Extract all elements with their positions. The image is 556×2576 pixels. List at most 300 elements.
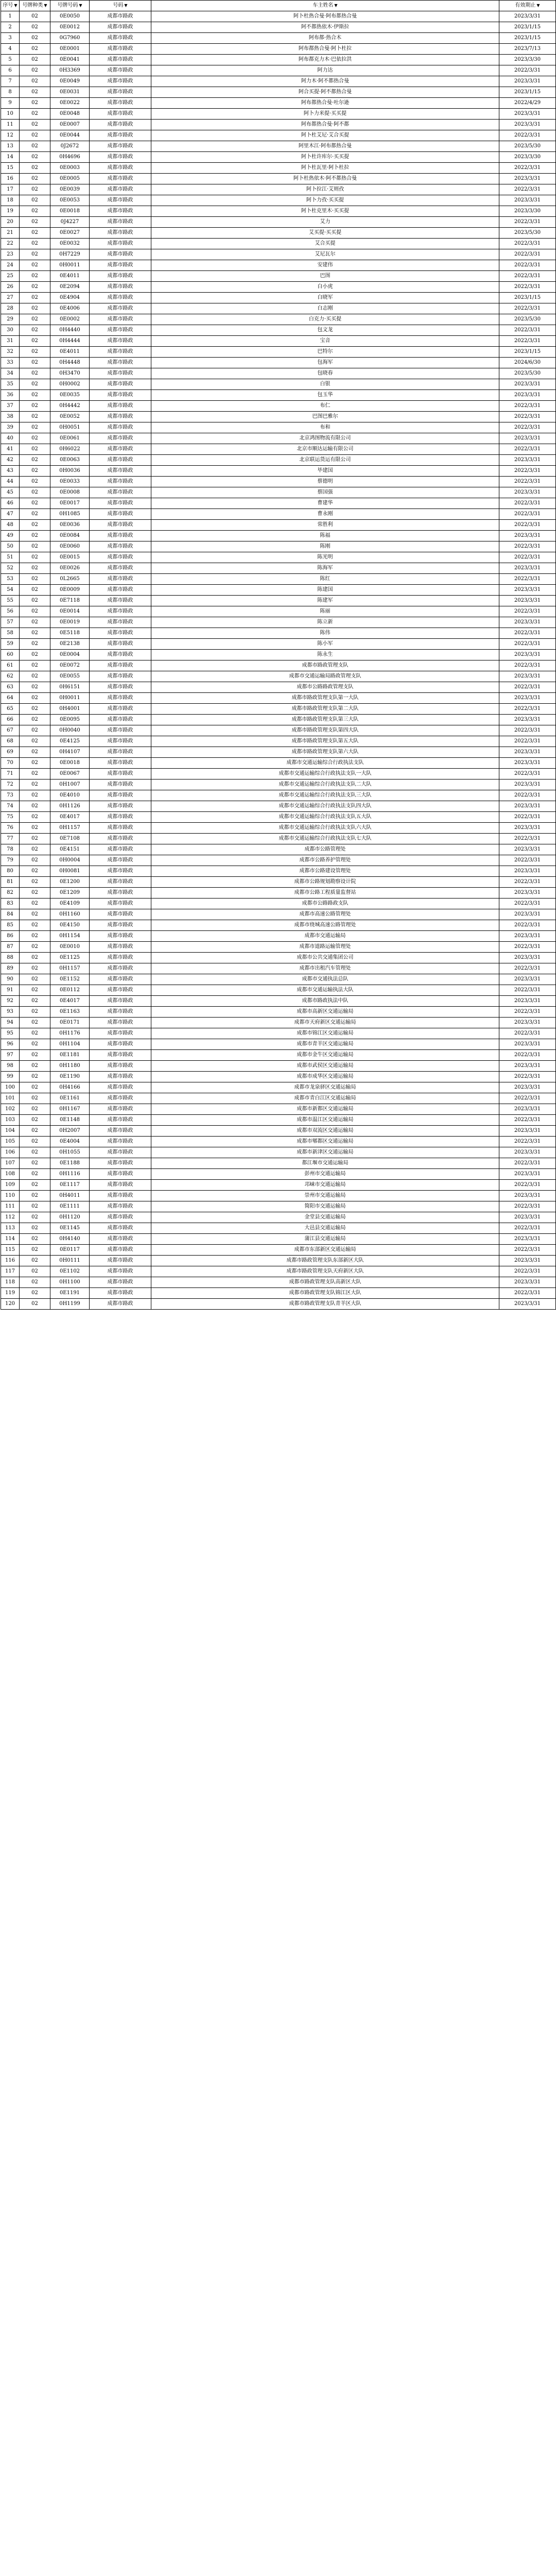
table-row[interactable]: [1, 120, 556, 130]
column-header-category[interactable]: 号牌种类 ▼: [20, 1, 50, 11]
plate-label-cell[interactable]: 成都市路政: [90, 834, 151, 844]
row-index-cell[interactable]: 59: [1, 639, 20, 650]
expiry-date-cell[interactable]: 2022/3/31: [499, 249, 556, 260]
owner-name-cell[interactable]: 阿不都热依木·伊斯拉: [151, 22, 499, 33]
plate-category-cell[interactable]: 02: [20, 11, 50, 22]
column-header-index[interactable]: 序号 ▼: [1, 1, 20, 11]
owner-name-cell[interactable]: 白克力·买买提: [151, 314, 499, 325]
table-row[interactable]: [1, 779, 556, 790]
row-index-cell[interactable]: 78: [1, 844, 20, 855]
expiry-date-cell[interactable]: 2022/3/31: [499, 790, 556, 801]
expiry-date-cell[interactable]: 2022/3/31: [499, 444, 556, 455]
table-row[interactable]: [1, 65, 556, 76]
owner-name-cell[interactable]: 阿布都热合曼·阿不都: [151, 120, 499, 130]
plate-number-cell[interactable]: 0H1116: [50, 1169, 90, 1180]
table-row[interactable]: [1, 996, 556, 1007]
expiry-date-cell[interactable]: 2024/6/30: [499, 358, 556, 368]
row-index-cell[interactable]: 49: [1, 531, 20, 541]
plate-number-cell[interactable]: 0H4140: [50, 1234, 90, 1245]
table-row[interactable]: [1, 1147, 556, 1158]
plate-label-cell[interactable]: 成都市路政: [90, 660, 151, 671]
row-index-cell[interactable]: 58: [1, 628, 20, 639]
plate-number-cell[interactable]: 0H1167: [50, 1104, 90, 1115]
row-index-cell[interactable]: 46: [1, 498, 20, 509]
owner-name-cell[interactable]: 成都市路政管理支队天府新区大队: [151, 1266, 499, 1277]
plate-number-cell[interactable]: 0E0050: [50, 11, 90, 22]
expiry-date-cell[interactable]: 2022/3/31: [499, 1007, 556, 1018]
plate-number-cell[interactable]: 0E0117: [50, 1245, 90, 1256]
table-row[interactable]: [1, 260, 556, 271]
row-index-cell[interactable]: 100: [1, 1082, 20, 1093]
plate-category-cell[interactable]: 02: [20, 585, 50, 596]
plate-category-cell[interactable]: 02: [20, 379, 50, 390]
plate-category-cell[interactable]: 02: [20, 477, 50, 487]
plate-number-cell[interactable]: 0H0011: [50, 260, 90, 271]
plate-label-cell[interactable]: 成都市路政: [90, 628, 151, 639]
owner-name-cell[interactable]: 北京鸿图物流有限公司: [151, 433, 499, 444]
expiry-date-cell[interactable]: 2023/3/31: [499, 1061, 556, 1072]
row-index-cell[interactable]: 29: [1, 314, 20, 325]
expiry-date-cell[interactable]: 2023/3/31: [499, 758, 556, 769]
row-index-cell[interactable]: 61: [1, 660, 20, 671]
plate-number-cell[interactable]: 0H4440: [50, 325, 90, 336]
plate-number-cell[interactable]: 0H4696: [50, 152, 90, 163]
plate-number-cell[interactable]: 0E4109: [50, 899, 90, 909]
plate-category-cell[interactable]: 02: [20, 823, 50, 834]
table-row[interactable]: [1, 628, 556, 639]
owner-name-cell[interactable]: 陈海军: [151, 563, 499, 574]
expiry-date-cell[interactable]: 2023/3/30: [499, 206, 556, 217]
plate-number-cell[interactable]: 0E0022: [50, 98, 90, 109]
expiry-date-cell[interactable]: 2022/3/31: [499, 769, 556, 779]
owner-name-cell[interactable]: 陈小军: [151, 639, 499, 650]
expiry-date-cell[interactable]: 2023/5/30: [499, 314, 556, 325]
plate-label-cell[interactable]: 成都市路政: [90, 552, 151, 563]
plate-label-cell[interactable]: 成都市路政: [90, 639, 151, 650]
plate-category-cell[interactable]: 02: [20, 520, 50, 531]
plate-label-cell[interactable]: 成都市路政: [90, 11, 151, 22]
plate-number-cell[interactable]: 0E0003: [50, 163, 90, 174]
row-index-cell[interactable]: 82: [1, 888, 20, 899]
plate-category-cell[interactable]: 02: [20, 282, 50, 293]
table-row[interactable]: [1, 174, 556, 184]
plate-number-cell[interactable]: 0E1200: [50, 877, 90, 888]
plate-category-cell[interactable]: 02: [20, 671, 50, 682]
owner-name-cell[interactable]: 艾合买提: [151, 239, 499, 249]
expiry-date-cell[interactable]: 2022/3/31: [499, 834, 556, 844]
plate-label-cell[interactable]: 成都市路政: [90, 617, 151, 628]
plate-number-cell[interactable]: 0E0084: [50, 531, 90, 541]
plate-category-cell[interactable]: 02: [20, 217, 50, 228]
plate-label-cell[interactable]: 成都市路政: [90, 217, 151, 228]
plate-number-cell[interactable]: 0H6022: [50, 444, 90, 455]
plate-number-cell[interactable]: 0H3470: [50, 368, 90, 379]
plate-label-cell[interactable]: 成都市路政: [90, 1072, 151, 1082]
expiry-date-cell[interactable]: 2023/3/31: [499, 1234, 556, 1245]
table-row[interactable]: [1, 1256, 556, 1266]
row-index-cell[interactable]: 85: [1, 920, 20, 931]
plate-category-cell[interactable]: 02: [20, 942, 50, 953]
plate-label-cell[interactable]: 成都市路政: [90, 563, 151, 574]
table-row[interactable]: [1, 790, 556, 801]
owner-name-cell[interactable]: 成都市路政执法中队: [151, 996, 499, 1007]
table-row[interactable]: [1, 855, 556, 866]
table-row[interactable]: [1, 844, 556, 855]
row-index-cell[interactable]: 104: [1, 1126, 20, 1137]
column-header-sequence[interactable]: 号牌号码 ▼: [50, 1, 90, 11]
expiry-date-cell[interactable]: 2023/3/31: [499, 433, 556, 444]
plate-label-cell[interactable]: 成都市路政: [90, 909, 151, 920]
row-index-cell[interactable]: 4: [1, 44, 20, 55]
plate-number-cell[interactable]: 0H2007: [50, 1126, 90, 1137]
row-index-cell[interactable]: 115: [1, 1245, 20, 1256]
plate-label-cell[interactable]: 成都市路政: [90, 520, 151, 531]
owner-name-cell[interactable]: 成都市路政管理支队第三大队: [151, 715, 499, 725]
row-index-cell[interactable]: 23: [1, 249, 20, 260]
table-row[interactable]: [1, 477, 556, 487]
plate-number-cell[interactable]: 0E4904: [50, 293, 90, 303]
plate-number-cell[interactable]: 0E0008: [50, 487, 90, 498]
plate-label-cell[interactable]: 成都市路政: [90, 76, 151, 87]
plate-category-cell[interactable]: 02: [20, 271, 50, 282]
plate-number-cell[interactable]: 0H0002: [50, 379, 90, 390]
expiry-date-cell[interactable]: 2022/3/31: [499, 1072, 556, 1082]
plate-category-cell[interactable]: 02: [20, 812, 50, 823]
plate-number-cell[interactable]: 0E0052: [50, 412, 90, 422]
plate-category-cell[interactable]: 02: [20, 22, 50, 33]
table-row[interactable]: [1, 509, 556, 520]
plate-category-cell[interactable]: 02: [20, 44, 50, 55]
expiry-date-cell[interactable]: 2022/3/31: [499, 899, 556, 909]
plate-label-cell[interactable]: 成都市路政: [90, 1093, 151, 1104]
plate-number-cell[interactable]: 0E4151: [50, 844, 90, 855]
expiry-date-cell[interactable]: 2023/3/31: [499, 1018, 556, 1028]
table-row[interactable]: [1, 455, 556, 466]
row-index-cell[interactable]: 53: [1, 574, 20, 585]
plate-category-cell[interactable]: 02: [20, 693, 50, 704]
plate-label-cell[interactable]: 成都市路政: [90, 401, 151, 412]
row-index-cell[interactable]: 117: [1, 1266, 20, 1277]
plate-label-cell[interactable]: 成都市路政: [90, 455, 151, 466]
plate-category-cell[interactable]: 02: [20, 779, 50, 790]
expiry-date-cell[interactable]: 2022/3/31: [499, 1028, 556, 1039]
plate-category-cell[interactable]: 02: [20, 963, 50, 974]
owner-name-cell[interactable]: 都江堰市交通运输局: [151, 1158, 499, 1169]
row-index-cell[interactable]: 80: [1, 866, 20, 877]
plate-category-cell[interactable]: 02: [20, 985, 50, 996]
owner-name-cell[interactable]: 成都市路政管理支队第一大队: [151, 693, 499, 704]
plate-label-cell[interactable]: 成都市路政: [90, 574, 151, 585]
expiry-date-cell[interactable]: 2022/3/31: [499, 422, 556, 433]
plate-label-cell[interactable]: 成都市路政: [90, 1277, 151, 1288]
row-index-cell[interactable]: 11: [1, 120, 20, 130]
plate-category-cell[interactable]: 02: [20, 736, 50, 747]
expiry-date-cell[interactable]: 2022/3/31: [499, 498, 556, 509]
expiry-date-cell[interactable]: 2023/3/31: [499, 801, 556, 812]
owner-name-cell[interactable]: 成都市交通运输综合行政执法支队四大队: [151, 801, 499, 812]
row-index-cell[interactable]: 56: [1, 606, 20, 617]
plate-number-cell[interactable]: 0H6151: [50, 682, 90, 693]
expiry-date-cell[interactable]: 2023/3/31: [499, 671, 556, 682]
plate-label-cell[interactable]: 成都市路政: [90, 769, 151, 779]
expiry-date-cell[interactable]: 2023/3/31: [499, 844, 556, 855]
plate-label-cell[interactable]: 成都市路政: [90, 498, 151, 509]
owner-name-cell[interactable]: 白志刚: [151, 303, 499, 314]
row-index-cell[interactable]: 51: [1, 552, 20, 563]
plate-number-cell[interactable]: 0H4107: [50, 747, 90, 758]
expiry-date-cell[interactable]: 2023/3/31: [499, 195, 556, 206]
plate-number-cell[interactable]: 0E0027: [50, 228, 90, 239]
plate-label-cell[interactable]: 成都市路政: [90, 174, 151, 184]
plate-number-cell[interactable]: 0H1157: [50, 963, 90, 974]
expiry-date-cell[interactable]: 2022/3/31: [499, 239, 556, 249]
owner-name-cell[interactable]: 陈红: [151, 574, 499, 585]
row-index-cell[interactable]: 1: [1, 11, 20, 22]
row-index-cell[interactable]: 74: [1, 801, 20, 812]
row-index-cell[interactable]: 38: [1, 412, 20, 422]
row-index-cell[interactable]: 88: [1, 953, 20, 963]
owner-name-cell[interactable]: 成都市新都区交通运输局: [151, 1104, 499, 1115]
table-row[interactable]: [1, 693, 556, 704]
plate-category-cell[interactable]: 02: [20, 1104, 50, 1115]
expiry-date-cell[interactable]: 2023/3/31: [499, 596, 556, 606]
plate-number-cell[interactable]: 0H3369: [50, 65, 90, 76]
plate-number-cell[interactable]: 0H0051: [50, 422, 90, 433]
plate-number-cell[interactable]: 0E0048: [50, 109, 90, 120]
owner-name-cell[interactable]: 成都市交通运输综合行政执法支队三大队: [151, 790, 499, 801]
plate-label-cell[interactable]: 成都市路政: [90, 855, 151, 866]
table-row[interactable]: [1, 769, 556, 779]
expiry-date-cell[interactable]: 2022/3/31: [499, 520, 556, 531]
owner-name-cell[interactable]: 陈建军: [151, 596, 499, 606]
expiry-date-cell[interactable]: 2022/3/31: [499, 1201, 556, 1212]
table-row[interactable]: [1, 758, 556, 769]
table-row[interactable]: [1, 130, 556, 141]
row-index-cell[interactable]: 84: [1, 909, 20, 920]
table-row[interactable]: [1, 1018, 556, 1028]
row-index-cell[interactable]: 101: [1, 1093, 20, 1104]
plate-label-cell[interactable]: 成都市路政: [90, 239, 151, 249]
owner-name-cell[interactable]: 阿卜拉江·艾则孜: [151, 184, 499, 195]
table-row[interactable]: [1, 1234, 556, 1245]
plate-label-cell[interactable]: 成都市路政: [90, 812, 151, 823]
plate-label-cell[interactable]: 成都市路政: [90, 1126, 151, 1137]
row-index-cell[interactable]: 91: [1, 985, 20, 996]
expiry-date-cell[interactable]: 2022/3/31: [499, 466, 556, 477]
plate-category-cell[interactable]: 02: [20, 628, 50, 639]
expiry-date-cell[interactable]: 2022/3/31: [499, 942, 556, 953]
plate-number-cell[interactable]: 0G7960: [50, 33, 90, 44]
table-row[interactable]: [1, 293, 556, 303]
row-index-cell[interactable]: 118: [1, 1277, 20, 1288]
plate-category-cell[interactable]: 02: [20, 1223, 50, 1234]
table-row[interactable]: [1, 1082, 556, 1093]
plate-number-cell[interactable]: 0E0026: [50, 563, 90, 574]
table-row[interactable]: [1, 834, 556, 844]
plate-category-cell[interactable]: 02: [20, 1158, 50, 1169]
row-index-cell[interactable]: 21: [1, 228, 20, 239]
expiry-date-cell[interactable]: 2022/3/31: [499, 812, 556, 823]
plate-number-cell[interactable]: 0E0015: [50, 552, 90, 563]
filter-dropdown-icon[interactable]: ▼: [44, 3, 47, 8]
expiry-date-cell[interactable]: 2022/3/31: [499, 1266, 556, 1277]
plate-category-cell[interactable]: 02: [20, 920, 50, 931]
table-row[interactable]: [1, 1299, 556, 1310]
expiry-date-cell[interactable]: 2022/4/29: [499, 98, 556, 109]
expiry-date-cell[interactable]: 2023/3/31: [499, 693, 556, 704]
row-index-cell[interactable]: 81: [1, 877, 20, 888]
owner-name-cell[interactable]: 曹建华: [151, 498, 499, 509]
table-row[interactable]: [1, 812, 556, 823]
table-row[interactable]: [1, 985, 556, 996]
plate-label-cell[interactable]: 成都市路政: [90, 33, 151, 44]
owner-name-cell[interactable]: 北京联运货运有限公司: [151, 455, 499, 466]
plate-label-cell[interactable]: 成都市路政: [90, 228, 151, 239]
expiry-date-cell[interactable]: 2023/3/31: [499, 1212, 556, 1223]
plate-label-cell[interactable]: 成都市路政: [90, 1266, 151, 1277]
plate-label-cell[interactable]: 成都市路政: [90, 195, 151, 206]
expiry-date-cell[interactable]: 2023/3/31: [499, 650, 556, 660]
table-row[interactable]: [1, 1277, 556, 1288]
filter-dropdown-icon[interactable]: ▼: [14, 3, 18, 8]
table-row[interactable]: [1, 963, 556, 974]
plate-number-cell[interactable]: 0E0041: [50, 55, 90, 65]
plate-category-cell[interactable]: 02: [20, 1234, 50, 1245]
plate-number-cell[interactable]: 0H1154: [50, 931, 90, 942]
row-index-cell[interactable]: 36: [1, 390, 20, 401]
expiry-date-cell[interactable]: 2023/3/31: [499, 1126, 556, 1137]
row-index-cell[interactable]: 67: [1, 725, 20, 736]
plate-category-cell[interactable]: 02: [20, 877, 50, 888]
owner-name-cell[interactable]: 崇州市交通运输局: [151, 1191, 499, 1201]
expiry-date-cell[interactable]: 2023/1/15: [499, 22, 556, 33]
expiry-date-cell[interactable]: 2022/3/31: [499, 985, 556, 996]
row-index-cell[interactable]: 3: [1, 33, 20, 44]
owner-name-cell[interactable]: 成都市路政管理支队东部新区大队: [151, 1256, 499, 1266]
plate-category-cell[interactable]: 02: [20, 1137, 50, 1147]
plate-category-cell[interactable]: 02: [20, 769, 50, 779]
expiry-date-cell[interactable]: 2023/1/15: [499, 347, 556, 358]
table-row[interactable]: [1, 1288, 556, 1299]
expiry-date-cell[interactable]: 2023/3/31: [499, 120, 556, 130]
plate-number-cell[interactable]: 0E1148: [50, 1115, 90, 1126]
row-index-cell[interactable]: 30: [1, 325, 20, 336]
plate-number-cell[interactable]: 0H4011: [50, 1191, 90, 1201]
plate-category-cell[interactable]: 02: [20, 1093, 50, 1104]
owner-name-cell[interactable]: 宝音: [151, 336, 499, 347]
plate-label-cell[interactable]: 成都市路政: [90, 1234, 151, 1245]
plate-label-cell[interactable]: 成都市路政: [90, 1158, 151, 1169]
expiry-date-cell[interactable]: 2023/3/31: [499, 531, 556, 541]
table-row[interactable]: [1, 1137, 556, 1147]
table-row[interactable]: [1, 877, 556, 888]
plate-label-cell[interactable]: 成都市路政: [90, 725, 151, 736]
plate-number-cell[interactable]: 0E1117: [50, 1180, 90, 1191]
owner-name-cell[interactable]: 成都市路政管理支队: [151, 660, 499, 671]
row-index-cell[interactable]: 75: [1, 812, 20, 823]
plate-category-cell[interactable]: 02: [20, 866, 50, 877]
plate-label-cell[interactable]: 成都市路政: [90, 596, 151, 606]
plate-number-cell[interactable]: 0E0032: [50, 239, 90, 249]
plate-label-cell[interactable]: 成都市路政: [90, 747, 151, 758]
row-index-cell[interactable]: 22: [1, 239, 20, 249]
owner-name-cell[interactable]: 成都市路政管理支队青羊区大队: [151, 1299, 499, 1310]
row-index-cell[interactable]: 92: [1, 996, 20, 1007]
plate-category-cell[interactable]: 02: [20, 509, 50, 520]
row-index-cell[interactable]: 108: [1, 1169, 20, 1180]
plate-label-cell[interactable]: 成都市路政: [90, 109, 151, 120]
row-index-cell[interactable]: 114: [1, 1234, 20, 1245]
plate-category-cell[interactable]: 02: [20, 888, 50, 899]
owner-name-cell[interactable]: 成都市高速公路管理处: [151, 909, 499, 920]
table-row[interactable]: [1, 801, 556, 812]
plate-label-cell[interactable]: 成都市路政: [90, 509, 151, 520]
owner-name-cell[interactable]: 布仁: [151, 401, 499, 412]
row-index-cell[interactable]: 24: [1, 260, 20, 271]
plate-category-cell[interactable]: 02: [20, 1082, 50, 1093]
row-index-cell[interactable]: 41: [1, 444, 20, 455]
plate-category-cell[interactable]: 02: [20, 33, 50, 44]
table-row[interactable]: [1, 228, 556, 239]
plate-number-cell[interactable]: 0H1120: [50, 1212, 90, 1223]
plate-label-cell[interactable]: 成都市路政: [90, 1245, 151, 1256]
plate-label-cell[interactable]: 成都市路政: [90, 347, 151, 358]
plate-number-cell[interactable]: 0H0004: [50, 855, 90, 866]
expiry-date-cell[interactable]: 2022/3/31: [499, 541, 556, 552]
plate-category-cell[interactable]: 02: [20, 487, 50, 498]
plate-category-cell[interactable]: 02: [20, 682, 50, 693]
expiry-date-cell[interactable]: 2023/3/31: [499, 779, 556, 790]
row-index-cell[interactable]: 113: [1, 1223, 20, 1234]
expiry-date-cell[interactable]: 2023/1/15: [499, 33, 556, 44]
plate-category-cell[interactable]: 02: [20, 931, 50, 942]
table-row[interactable]: [1, 249, 556, 260]
row-index-cell[interactable]: 32: [1, 347, 20, 358]
plate-label-cell[interactable]: 成都市路政: [90, 844, 151, 855]
table-row[interactable]: [1, 1061, 556, 1072]
plate-label-cell[interactable]: 成都市路政: [90, 823, 151, 834]
row-index-cell[interactable]: 103: [1, 1115, 20, 1126]
expiry-date-cell[interactable]: 2022/3/31: [499, 1093, 556, 1104]
table-row[interactable]: [1, 55, 556, 65]
row-index-cell[interactable]: 60: [1, 650, 20, 660]
owner-name-cell[interactable]: 成都市青白江区交通运输局: [151, 1093, 499, 1104]
expiry-date-cell[interactable]: 2023/3/31: [499, 747, 556, 758]
plate-category-cell[interactable]: 02: [20, 195, 50, 206]
owner-name-cell[interactable]: 金堂县交通运输局: [151, 1212, 499, 1223]
plate-category-cell[interactable]: 02: [20, 541, 50, 552]
plate-category-cell[interactable]: 02: [20, 249, 50, 260]
plate-category-cell[interactable]: 02: [20, 909, 50, 920]
expiry-date-cell[interactable]: 2023/3/31: [499, 1169, 556, 1180]
row-index-cell[interactable]: 109: [1, 1180, 20, 1191]
plate-number-cell[interactable]: 0E0039: [50, 184, 90, 195]
plate-number-cell[interactable]: 0E5118: [50, 628, 90, 639]
owner-name-cell[interactable]: 阿卜杜艾尼·艾合买提: [151, 130, 499, 141]
plate-category-cell[interactable]: 02: [20, 855, 50, 866]
expiry-date-cell[interactable]: 2023/7/13: [499, 44, 556, 55]
table-row[interactable]: [1, 671, 556, 682]
expiry-date-cell[interactable]: 2023/1/15: [499, 293, 556, 303]
owner-name-cell[interactable]: 阿力木·阿不都热合曼: [151, 76, 499, 87]
row-index-cell[interactable]: 71: [1, 769, 20, 779]
row-index-cell[interactable]: 83: [1, 899, 20, 909]
table-row[interactable]: [1, 152, 556, 163]
owner-name-cell[interactable]: 成都市道路运输管理处: [151, 942, 499, 953]
plate-category-cell[interactable]: 02: [20, 444, 50, 455]
owner-name-cell[interactable]: 白小虎: [151, 282, 499, 293]
expiry-date-cell[interactable]: 2022/3/31: [499, 606, 556, 617]
